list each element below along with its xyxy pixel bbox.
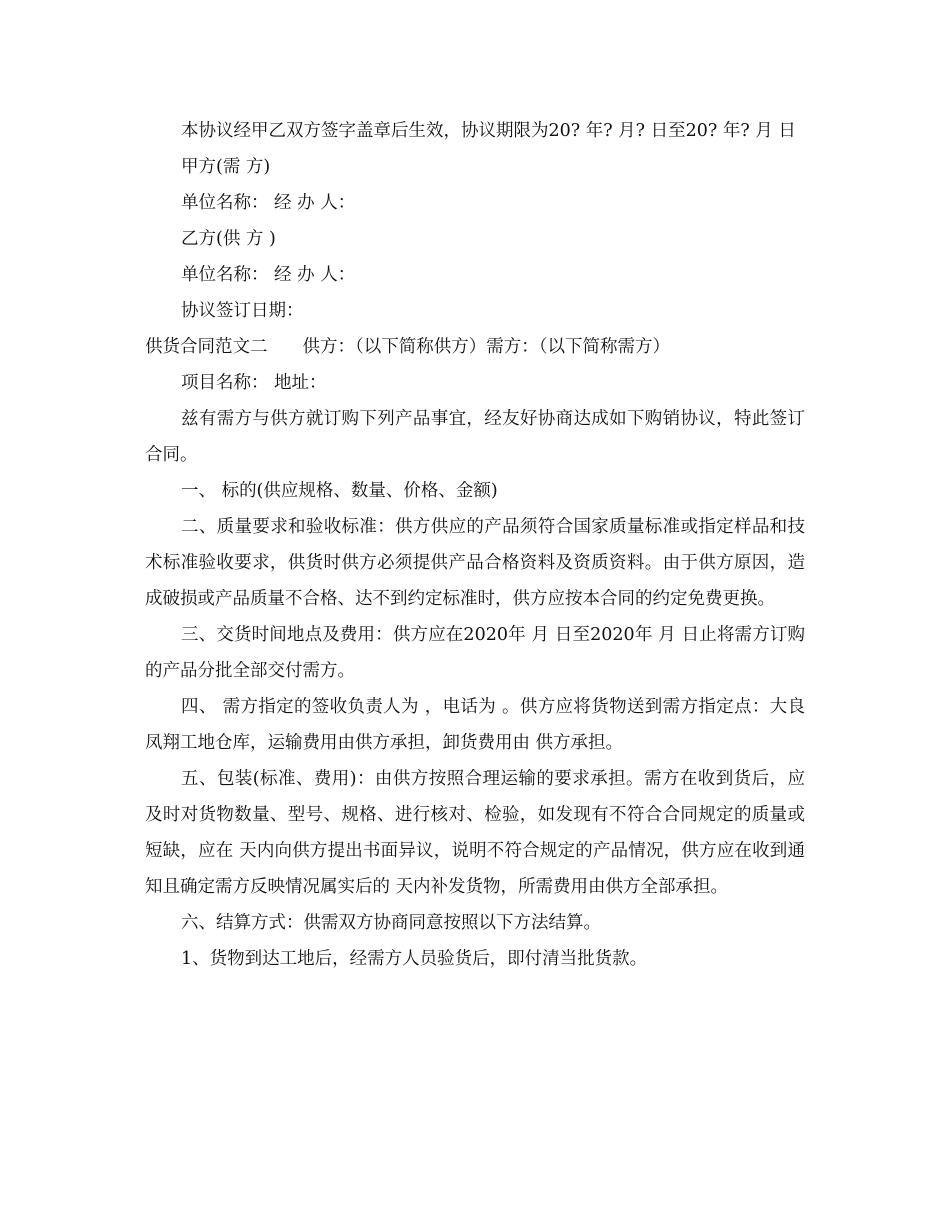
settlement-item-1: 1、货物到达工地后，经需方人员验货后，即付清当批货款。 [181, 949, 648, 969]
preamble-paragraph: 兹有需方与供方就订购下列产品事宜，经友好协商达成如下购销协议，特此签订合同。 [145, 409, 805, 465]
party-a-unit-line: 单位名称： 经 办 人： [181, 193, 356, 213]
party-b-heading: 乙方(供 方 ) [181, 229, 276, 249]
clause-1-subject: 一、 标的(供应规格、数量、价格、金额) [181, 481, 498, 501]
validity-clause: 本协议经甲乙双方签字盖章后生效，协议期限为20? 年? 月? 日至20? 年? 月 日 [181, 121, 796, 141]
clause-5-packaging: 五、包装(标准、费用)：由供方按照合理运输的要求承担。需方在收到货后，应及时对货物数量、型号、规格、进行核对、检验，如发现有不符合合同规定的质量或短缺，应在 天内向供方提出书面异议，说明不符合规定的产品情况，供方应在收到通知且确定需方反映情况属实后的 天内补发货物，所需费用由供方全部承担。 [145, 769, 805, 897]
clause-2-quality: 二、质量要求和验收标准：供方供应的产品须符合国家质量标准或指定样品和技术标准验收要求，供货时供方必须提供产品合格资料及资质资料。由于供方原因，造成破损或产品质量不合格、达不到约定标准时，供方应按本合同的约定免费更换。 [145, 517, 805, 609]
party-b-unit-line: 单位名称： 经 办 人： [181, 265, 356, 285]
document-page [145, 113, 805, 977]
clause-4-receiver: 四、 需方指定的签收负责人为 ，电话为 。供方应将货物送到需方指定点：大良凤翔工地仓库，运输费用由供方承担，卸货费用由 供方承担。 [145, 697, 805, 753]
clause-6-settlement: 六、结算方式：供需双方协商同意按照以下方法结算。 [181, 913, 601, 933]
project-name-line: 项目名称： 地址： [181, 373, 327, 393]
contract-sample-two-heading: 供货合同范文二 供方：（以下简称供方）需方：（以下简称需方） [145, 337, 670, 357]
signing-date-line: 协议签订日期： [181, 301, 304, 321]
clause-3-delivery: 三、交货时间地点及费用：供方应在2020年 月 日至2020年 月 日止将需方订购的产品分批全部交付需方。 [145, 625, 805, 681]
party-a-heading: 甲方(需 方) [181, 157, 271, 177]
